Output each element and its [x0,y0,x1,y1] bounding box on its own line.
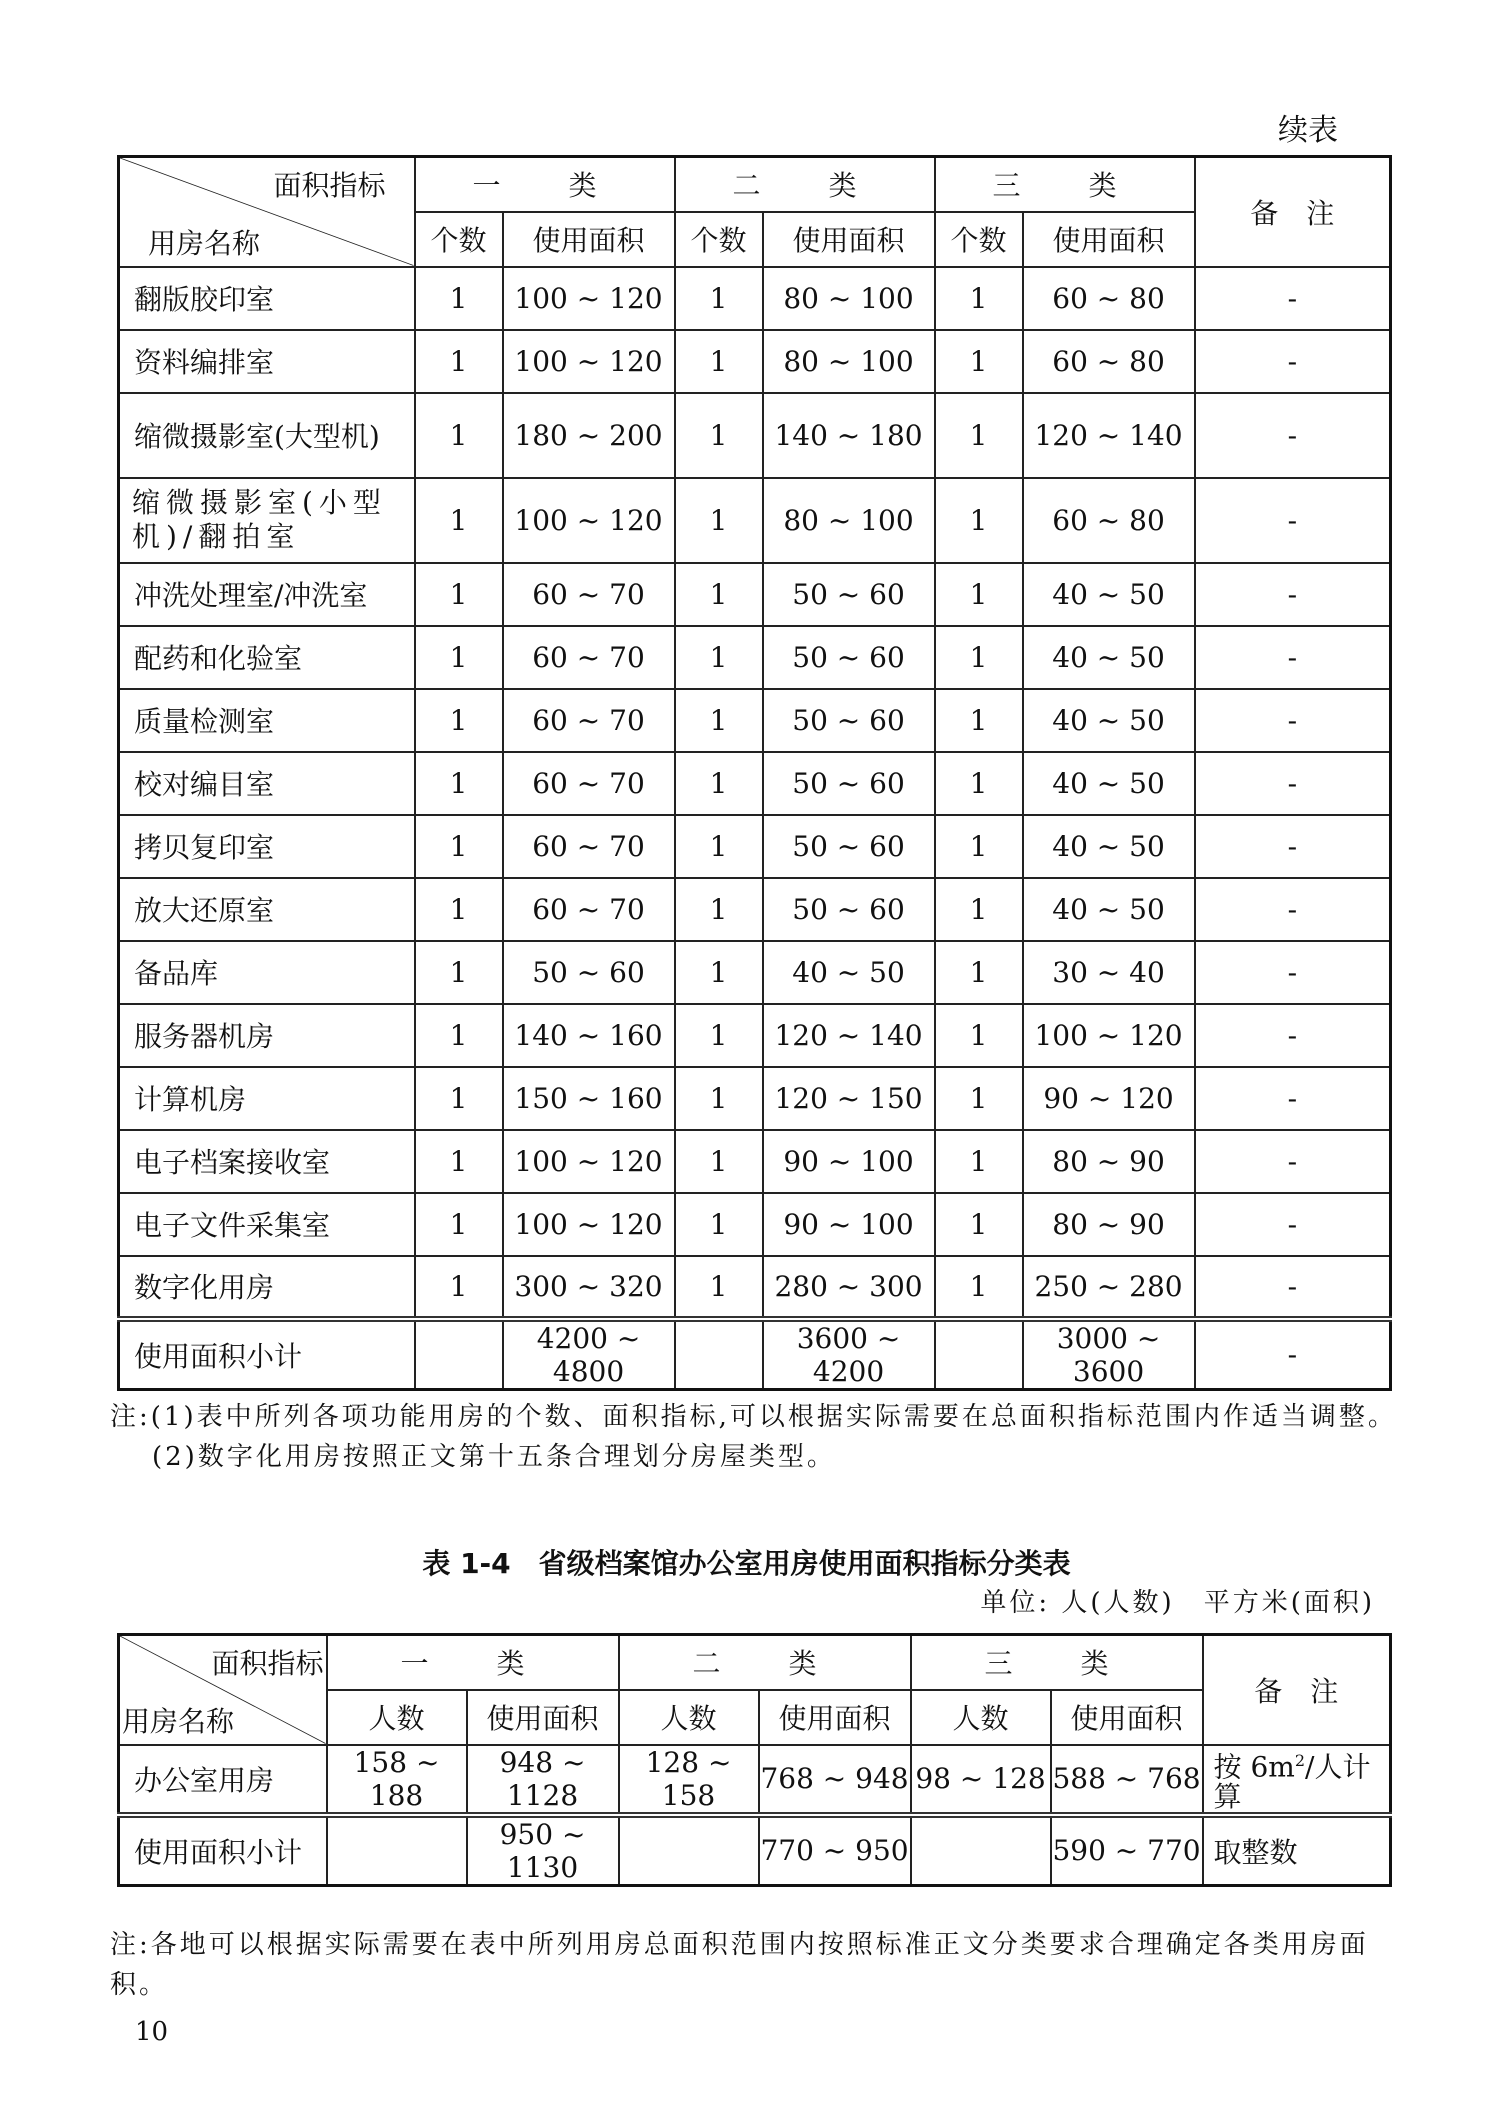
header-people: 人数 [327,1690,467,1745]
area-class-1: 60 ~ 70 [503,689,675,752]
subtotal-label: 使用面积小计 [119,1815,327,1886]
area-class-3: 40 ~ 50 [1023,878,1195,941]
subtotal-label: 使用面积小计 [119,1319,415,1390]
empty-cell [675,1319,763,1390]
room-name: 放大还原室 [119,878,415,941]
area-class-2: 50 ~ 60 [763,752,935,815]
remark: - [1195,1256,1391,1319]
area-class-2: 50 ~ 60 [763,563,935,626]
remark-per-person: 按 $6m^2/$人计算 [1203,1745,1391,1815]
count-class-2: 1 [675,815,763,878]
table-row [119,1067,1391,1130]
count-class-2: 1 [675,563,763,626]
table-row [119,941,1391,1004]
count-class-3: 1 [935,1067,1023,1130]
continued-label: 续表 [1278,113,1338,148]
count-class-3: 1 [935,941,1023,1004]
header-count: 个数 [935,212,1023,267]
remark: - [1195,878,1391,941]
area-class-3: 40 ~ 50 [1023,626,1195,689]
subtotal-area-class-3: 590 ~ 770 [1051,1815,1203,1886]
area-class-1: 60 ~ 70 [503,878,675,941]
room-name: 计算机房 [119,1067,415,1130]
table-row [119,393,1391,478]
area-class-2: 50 ~ 60 [763,626,935,689]
count-class-2: 1 [675,1004,763,1067]
subtotal-remark: - [1195,1319,1391,1390]
unit-label: 单位: 人(人数) 平方米(面积) [980,1588,1375,1618]
diagonal-header-cell [119,1635,327,1745]
note-3: 注:各地可以根据实际需要在表中所列用房总面积范围内按照标准正文分类要求合理确定各类用房面积。 [110,1930,1369,2000]
area-class-3: 30 ~ 40 [1023,941,1195,1004]
area-class-2: 80 ~ 100 [763,267,935,330]
header-class-3: 三 类 [911,1635,1203,1690]
area-class-2: 50 ~ 60 [763,878,935,941]
room-name: 质量检测室 [119,689,415,752]
empty-cell [911,1815,1051,1886]
header-class-3: 三 类 [935,157,1195,212]
area-class-2: 280 ~ 300 [763,1256,935,1319]
header-room-name: 用房名称 [122,1704,235,1738]
count-class-3: 1 [935,752,1023,815]
note-1: 注:(1)表中所列各项功能用房的个数、面积指标,可以根据实际需要在总面积指标范围内作适当调整。 [110,1402,1397,1432]
count-class-2: 1 [675,330,763,393]
empty-cell [619,1815,759,1886]
count-class-2: 1 [675,1193,763,1256]
area-class-3: 588 ~ 768 [1051,1745,1203,1815]
room-name: 校对编目室 [119,752,415,815]
room-name: 翻版胶印室 [119,267,415,330]
area-class-1: 50 ~ 60 [503,941,675,1004]
header-area: 使用面积 [1051,1690,1203,1745]
area-class-2: 120 ~ 140 [763,1004,935,1067]
office-area-table [117,1633,1392,1887]
table-row [119,267,1391,330]
table-row [119,1256,1391,1319]
remark: - [1195,752,1391,815]
area-class-3: 40 ~ 50 [1023,752,1195,815]
header-count: 个数 [415,212,503,267]
people-class-3: 98 ~ 128 [911,1745,1051,1815]
subtotal-area-class-1: 4200 ~ 4800 [503,1319,675,1390]
count-class-3: 1 [935,267,1023,330]
area-class-1: 100 ~ 120 [503,1193,675,1256]
table-row [119,626,1391,689]
header-class-1: 一 类 [415,157,675,212]
count-class-3: 1 [935,1004,1023,1067]
remark: - [1195,1130,1391,1193]
subtotal-area-class-3: 3000 ~ 3600 [1023,1319,1195,1390]
area-class-1: 60 ~ 70 [503,752,675,815]
count-class-3: 1 [935,815,1023,878]
remark: - [1195,1193,1391,1256]
count-class-2: 1 [675,941,763,1004]
count-class-1: 1 [415,689,503,752]
header-area: 使用面积 [1023,212,1195,267]
count-class-2: 1 [675,752,763,815]
header-people: 人数 [911,1690,1051,1745]
room-name: 冲洗处理室/冲洗室 [119,563,415,626]
count-class-1: 1 [415,1193,503,1256]
count-class-1: 1 [415,1130,503,1193]
people-class-1: 158 ~ 188 [327,1745,467,1815]
count-class-3: 1 [935,689,1023,752]
area-class-3: 120 ~ 140 [1023,393,1195,478]
count-class-1: 1 [415,1256,503,1319]
count-class-1: 1 [415,752,503,815]
subtotal-area-class-2: 3600 ~ 4200 [763,1319,935,1390]
table-row [119,478,1391,563]
count-class-3: 1 [935,478,1023,563]
area-class-1: 300 ~ 320 [503,1256,675,1319]
area-class-3: 90 ~ 120 [1023,1067,1195,1130]
count-class-1: 1 [415,1004,503,1067]
room-name: 备品库 [119,941,415,1004]
count-class-2: 1 [675,878,763,941]
count-class-3: 1 [935,878,1023,941]
header-area: 使用面积 [759,1690,911,1745]
count-class-1: 1 [415,267,503,330]
count-class-1: 1 [415,815,503,878]
header-count: 个数 [675,212,763,267]
count-class-2: 1 [675,1067,763,1130]
area-class-3: 250 ~ 280 [1023,1256,1195,1319]
area-class-3: 80 ~ 90 [1023,1130,1195,1193]
remark: - [1195,815,1391,878]
area-class-3: 60 ~ 80 [1023,330,1195,393]
header-area: 使用面积 [763,212,935,267]
count-class-1: 1 [415,393,503,478]
area-class-2: 90 ~ 100 [763,1193,935,1256]
header-area: 使用面积 [467,1690,619,1745]
table-row [119,330,1391,393]
remark: - [1195,1067,1391,1130]
people-class-2: 128 ~ 158 [619,1745,759,1815]
remark: - [1195,478,1391,563]
remark: - [1195,941,1391,1004]
area-class-2: 50 ~ 60 [763,815,935,878]
remark: - [1195,626,1391,689]
area-class-1: 100 ~ 120 [503,478,675,563]
area-class-3: 60 ~ 80 [1023,478,1195,563]
remark: - [1195,1004,1391,1067]
header-class-2: 二 类 [675,157,935,212]
area-class-2: 80 ~ 100 [763,478,935,563]
subtotal-area-class-2: 770 ~ 950 [759,1815,911,1886]
count-class-1: 1 [415,563,503,626]
area-class-1: 60 ~ 70 [503,626,675,689]
remark: - [1195,563,1391,626]
note-2: (2)数字化用房按照正文第十五条合理划分房屋类型。 [152,1442,836,1472]
area-class-2: 120 ~ 150 [763,1067,935,1130]
area-class-1: 948 ~ 1128 [467,1745,619,1815]
count-class-2: 1 [675,478,763,563]
count-class-1: 1 [415,941,503,1004]
header-remark: 备 注 [1195,157,1391,267]
room-name: 电子档案接收室 [119,1130,415,1193]
room-name: 缩微摄影室(大型机) [119,393,415,478]
area-class-1: 100 ~ 120 [503,330,675,393]
area-class-2: 90 ~ 100 [763,1130,935,1193]
area-class-3: 60 ~ 80 [1023,267,1195,330]
header-area-index: 面积指标 [211,1647,324,1680]
count-class-2: 1 [675,393,763,478]
room-name: 拷贝复印室 [119,815,415,878]
room-name: 配药和化验室 [119,626,415,689]
header-class-1: 一 类 [327,1635,619,1690]
room-name: 电子文件采集室 [119,1193,415,1256]
count-class-3: 1 [935,393,1023,478]
count-class-3: 1 [935,563,1023,626]
area-class-3: 100 ~ 120 [1023,1004,1195,1067]
header-area: 使用面积 [503,212,675,267]
remark: - [1195,393,1391,478]
area-class-3: 80 ~ 90 [1023,1193,1195,1256]
room-name: 资料编排室 [119,330,415,393]
count-class-2: 1 [675,1130,763,1193]
area-class-2: 80 ~ 100 [763,330,935,393]
area-class-2: 768 ~ 948 [759,1745,911,1815]
count-class-1: 1 [415,878,503,941]
table-row [119,1193,1391,1256]
diagonal-header-cell [119,157,415,267]
count-class-3: 1 [935,1193,1023,1256]
area-class-1: 60 ~ 70 [503,815,675,878]
count-class-1: 1 [415,1067,503,1130]
area-class-1: 180 ~ 200 [503,393,675,478]
table-row [119,1130,1391,1193]
header-area-index: 面积指标 [273,169,386,202]
room-name: 服务器机房 [119,1004,415,1067]
header-remark: 备 注 [1203,1635,1391,1745]
subtotal-area-class-1: 950 ~ 1130 [467,1815,619,1886]
remark: - [1195,689,1391,752]
area-class-2: 140 ~ 180 [763,393,935,478]
empty-cell [327,1815,467,1886]
table-title: 表 1-4 省级档案馆办公室用房使用面积指标分类表 [422,1547,1071,1580]
count-class-2: 1 [675,267,763,330]
area-class-3: 40 ~ 50 [1023,563,1195,626]
count-class-3: 1 [935,1256,1023,1319]
room-name: 缩微摄影室(小型机)/翻拍室 [119,478,415,563]
count-class-3: 1 [935,330,1023,393]
area-class-1: 100 ~ 120 [503,267,675,330]
area-class-2: 40 ~ 50 [763,941,935,1004]
subtotal-remark: 取整数 [1203,1815,1391,1886]
area-class-1: 140 ~ 160 [503,1004,675,1067]
table-row [119,689,1391,752]
count-class-2: 1 [675,689,763,752]
area-index-table [117,155,1392,1391]
empty-cell [935,1319,1023,1390]
table-row [119,815,1391,878]
subtotal-row [119,1815,1391,1886]
table-row [119,563,1391,626]
empty-cell [415,1319,503,1390]
room-name: 数字化用房 [119,1256,415,1319]
header-room-name: 用房名称 [148,226,261,260]
table-row [119,1004,1391,1067]
count-class-2: 1 [675,626,763,689]
count-class-2: 1 [675,1256,763,1319]
count-class-1: 1 [415,478,503,563]
table-row [119,1745,1391,1815]
area-class-2: 50 ~ 60 [763,689,935,752]
area-class-3: 40 ~ 50 [1023,689,1195,752]
remark: - [1195,330,1391,393]
area-class-1: 60 ~ 70 [503,563,675,626]
count-class-3: 1 [935,1130,1023,1193]
area-class-1: 100 ~ 120 [503,1130,675,1193]
count-class-1: 1 [415,626,503,689]
remark: - [1195,267,1391,330]
table-row [119,752,1391,815]
page-number: 10 [135,2017,169,2047]
subtotal-row [119,1319,1391,1390]
count-class-3: 1 [935,626,1023,689]
area-class-1: 150 ~ 160 [503,1067,675,1130]
table-row [119,878,1391,941]
room-name: 办公室用房 [119,1745,327,1815]
header-class-2: 二 类 [619,1635,911,1690]
area-class-3: 40 ~ 50 [1023,815,1195,878]
header-people: 人数 [619,1690,759,1745]
count-class-1: 1 [415,330,503,393]
